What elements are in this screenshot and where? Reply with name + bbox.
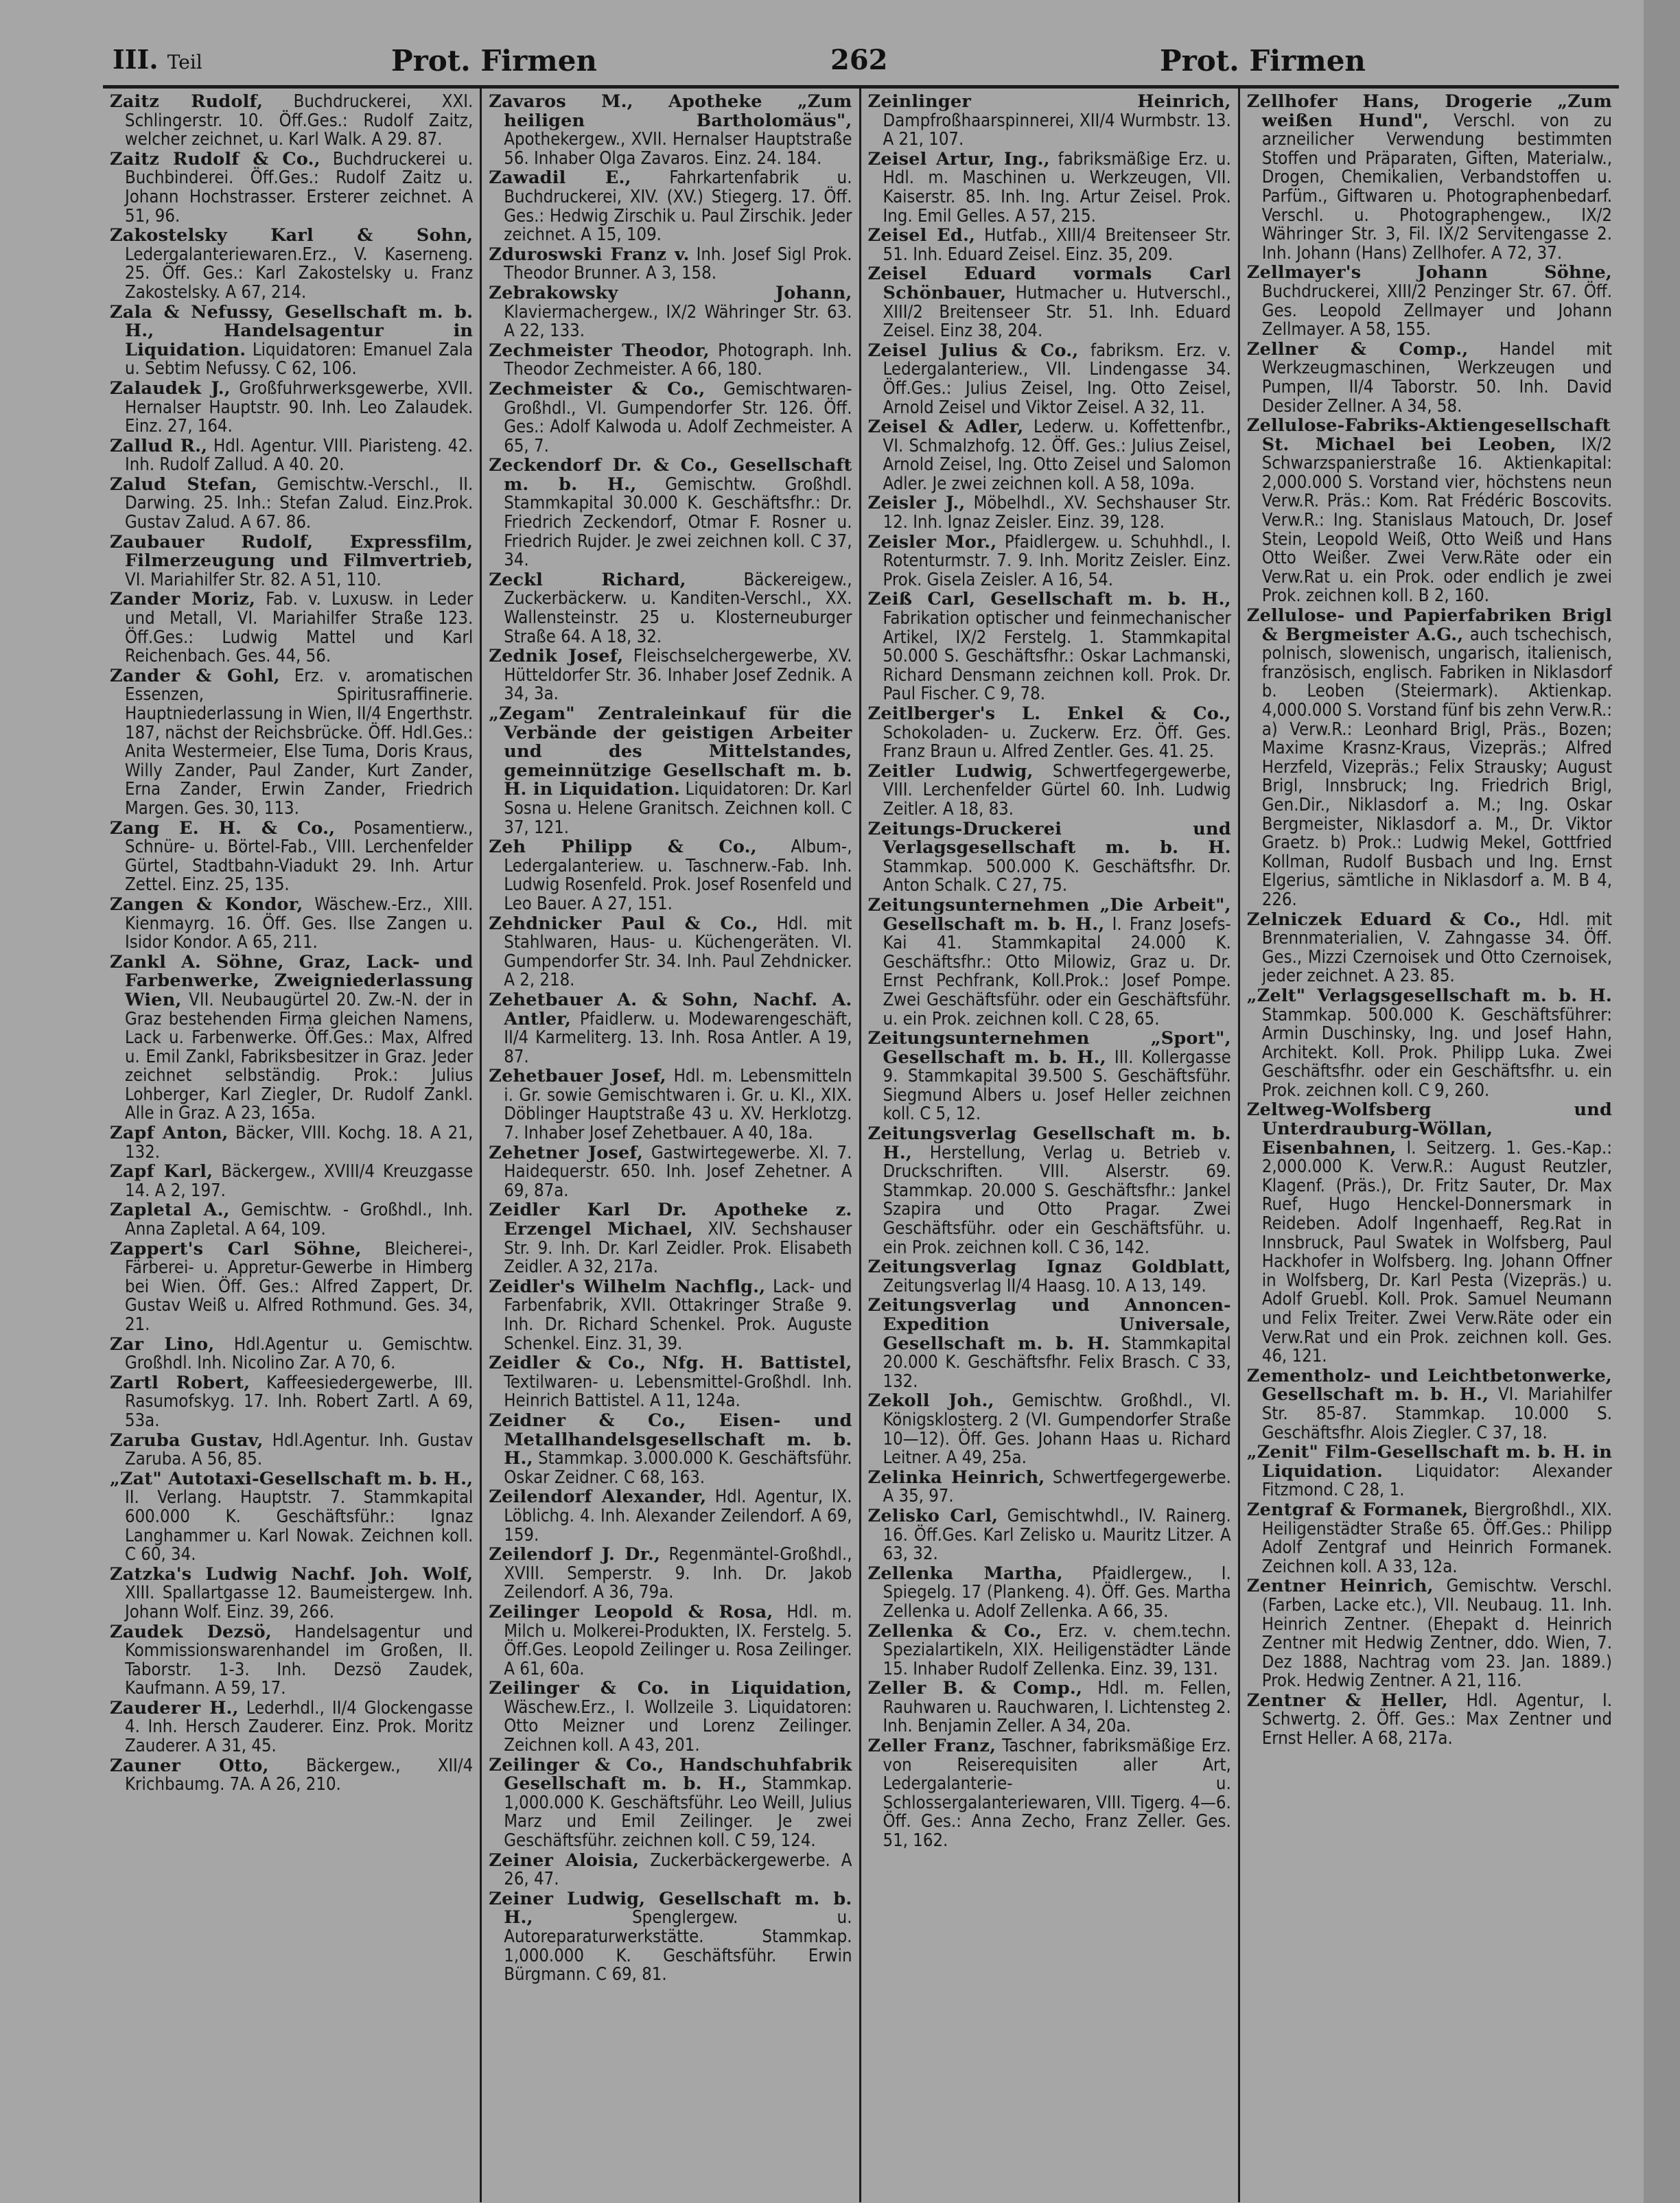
entry-details: Fab. v. Luxusw. in Leder und Metall, VI. Mariahilfer Straße 123. Öff.Ges.: Ludwig Mattel und Karl Reichenbach. Ges. 44, 56.: [125, 589, 474, 667]
directory-entry: [868, 896, 1231, 1029]
entry-details: Lederhdl., II/4 Glockengasse 4. Inh. Hersch Zauderer. Einz. Prok. Moritz Zauderer. A 31, 45.: [125, 1697, 474, 1757]
directory-entry: [110, 303, 473, 379]
section-number: III.: [113, 44, 159, 75]
directory-entry: [1247, 1443, 1612, 1500]
entry-details: Hdl. mit Stahlwaren, Haus- u. Küchengeräten. VI. Gumpendorfer Str. 34. Inh. Paul Zehdnicker. A 2, 218.: [504, 913, 852, 991]
entry-details: Hdl. Agentur, I. Schwertg. 2. Öff. Ges.: Max Zentner und Ernst Heller. A 68, 217a.: [1261, 1690, 1612, 1749]
directory-entry: [489, 1603, 852, 1679]
entry-firm-name: Zaubauer Rudolf, Expressfilm, Filmerzeugung und Filmvertrieb,: [110, 531, 474, 572]
entry-details: Hdl.Agentur. Inh. Gustav Zaruba. A 56, 85.: [125, 1430, 474, 1470]
entry-firm-name: Zeiner Aloisia,: [489, 1850, 640, 1871]
entry-details: Wäschew.-Erz., XIII. Kienmayrg. 16. Öff. Ges. Ilse Zangen u. Isidor Kondor. A 65, 211.: [125, 894, 474, 953]
columns: [103, 89, 1619, 2202]
directory-entry: [1247, 1692, 1612, 1749]
directory-entry: [489, 1201, 852, 1277]
entry-firm-name: Zechmeister Theodor,: [489, 340, 710, 361]
entry-firm-name: Zehetbauer Josef,: [489, 1066, 666, 1087]
entry-details: Stammkap. 1,000.000 K. Geschäftsführ. Leo Weill, Julius Marz und Emil Zeilinger. Je zwei Geschäftsführ. zeichnen koll. C 59, 124.: [504, 1773, 852, 1852]
directory-entry: [489, 169, 852, 244]
entry-firm-name: Zaruba Gustav,: [110, 1430, 264, 1451]
entry-firm-name: Zeidler & Co., Nfg. H. Battistel,: [489, 1353, 852, 1374]
entry-details: Hdl. m. Milch u. Molkerei-Produkten, IX. Ferstelg. 5. Öff.Ges. Leopold Zeilinger u. Rosa Zeilinger. A 61, 60a.: [504, 1601, 852, 1679]
entry-details: Hdl. Agentur. VIII. Piaristeng. 42. Inh. Rudolf Zallud. A 40. 20.: [125, 435, 474, 476]
entry-details: Apothekergew., XVII. Hernalser Hauptstraße 56. Inhaber Olga Zavaros. Einz. 24. 184.: [504, 129, 852, 169]
directory-entry: [489, 838, 852, 913]
directory-entry: [1247, 93, 1612, 263]
entry-details: Stammkap. 3.000.000 K. Geschäftsführ. Oskar Zeidner. C 68, 163.: [504, 1448, 852, 1488]
directory-entry: [1247, 340, 1612, 416]
entry-firm-name: Zar Lino,: [110, 1333, 215, 1355]
entry-firm-name: Zeiß Carl, Gesellschaft m. b. H.,: [867, 589, 1231, 610]
running-title-right: Prot. Firmen: [1160, 44, 1366, 78]
directory-entry: [489, 284, 852, 341]
entry-firm-name: Zeisel Julius & Co.,: [867, 340, 1079, 361]
entry-firm-name: Zangen & Kondor,: [110, 894, 303, 915]
entry-details: Textilwaren- u. Lebensmittel-Großhdl. Inh. Heinrich Battistel. A 11, 124a.: [504, 1371, 852, 1412]
directory-entry: [110, 437, 473, 475]
directory-entry: [489, 342, 852, 380]
entry-details: III. Kollergasse 9. Stammkapital 39.500 S. Geschäftsführ. Siegmund Albers u. Josef Heller zeichnen koll. C 5, 12.: [883, 1047, 1231, 1125]
page-number: 262: [830, 44, 888, 76]
directory-entry: [489, 571, 852, 646]
entry-firm-name: Zementholz- und Leichtbetonwerke, Gesellschaft m. b. H.,: [1246, 1365, 1612, 1406]
directory-entry: [868, 1029, 1231, 1124]
entry-details: Zeitungsverlag II/4 Haasg. 10. A 13, 149.: [883, 1275, 1206, 1296]
entry-firm-name: Zeitungs-Druckerei und Verlagsgesellschaft m. b. H.: [867, 818, 1231, 859]
entry-firm-name: Zduroswski Franz v.: [489, 244, 690, 265]
entry-details: Hdl. m. Fellen, Rauhwaren u. Rauchwaren, I. Lichtensteg 2. Inh. Benjamin Zeller. A 34, 20a.: [883, 1678, 1231, 1737]
entry-details: Herstellung, Verlag u. Betrieb v. Druckschriften. VIII. Alserstr. 69. Stammkap. 20.000 S. Geschäftsfhr.: Jankel Szapira und Otto Pragar. Zwei Geschäftsführ. oder ein Geschäftsführ. u. ein Prok. zeichnen koll. C 36, 142.: [883, 1142, 1231, 1258]
entry-details: Biergroßhdl., XIX. Heiligenstädter Straße 65. Öff.Ges.: Philipp Adolf Zentgraf und Heinrich Formanek. Zeichnen koll. A 33, 12a.: [1261, 1499, 1612, 1577]
directory-entry: [868, 1565, 1231, 1622]
directory-entry: [868, 226, 1231, 264]
directory-entry: [110, 93, 473, 150]
directory-entry: [110, 667, 473, 819]
entry-firm-name: Zeitlberger's L. Enkel & Co.,: [867, 703, 1231, 724]
directory-entry: [110, 476, 473, 533]
directory-entry: [110, 1374, 473, 1431]
entry-firm-name: Zeisel Eduard vormals Carl Schönbauer,: [867, 264, 1231, 303]
entry-firm-name: Zednik Josef,: [489, 646, 624, 667]
entry-details: Hutmacher u. Hutverschl., XIII/2 Breitenseer Str. 51. Inh. Eduard Zeisel. Einz 38, 204.: [883, 282, 1231, 342]
entry-details: VI. Mariahilfer Str. 85-87. Stammkap. 10.000 S. Geschäftsfhr. Alois Ziegler. C 37, 18.: [1261, 1384, 1612, 1443]
directory-entry: [489, 1679, 852, 1755]
directory-entry: [489, 456, 852, 570]
directory-entry: [868, 93, 1231, 150]
entry-firm-name: Zakostelsky Karl & Sohn,: [110, 225, 474, 246]
directory-entry: [1247, 1101, 1612, 1366]
entry-details: auch tschechisch, polnisch, slowenisch, ungarisch, italienisch, französisch, englisch. Fabriken in Niklasdorf b. Leoben (Steiermark). Aktienkap. 4,000.000 S. Vorstand fünf bis zehn Verw.R.: a) Verw.R.: Leonhard Brigl, Präs., Bozen; Maxime Krasnz-Kraus, Vizepräs.; Alfred Herzfeld, Vizepräs.; Felix Strausky; August Brigl, Innsbruck; Ing. Friedrich Brigl, Gen.Dir., Niklasdorf a. M.; Ing. Oskar Bergmeister, Niklasdorf a. M., Dr. Viktor Graetz. b) Prok.: Ludwig Mekel, Gottfried Kollman, Rudolf Busbach und Ing. Ernst Elgerius, sämtliche in Niklasdorf a. M. B 4, 226.: [1261, 624, 1612, 910]
entry-firm-name: Zalud Stefan,: [110, 474, 258, 495]
directory-entry: [1247, 1501, 1612, 1576]
directory-entry: [1247, 1367, 1612, 1443]
entry-details: fabriksmäßige Erz. u. Hdl. m. Maschinen u. Werkzeugen, VII. Kaiserstr. 85. Inh. Ing. Artur Zeisel. Prok. Ing. Emil Gelles. A 57, 215.: [883, 148, 1231, 226]
entry-firm-name: Zeisler Mor.,: [867, 531, 997, 552]
directory-entry: [868, 1679, 1231, 1736]
entry-details: Fleischselchergewerbe, XV. Hütteldorfer Str. 36. Inhaber Josef Zednik. A 34, 3a.: [504, 646, 852, 705]
entry-firm-name: Zehetner Josef,: [489, 1142, 644, 1163]
entry-details: I. Franz Josefs-Kai 41. Stammkapital 24.000 K. Geschäftsfhr.: Otto Milowiz, Graz u. Dr. Ernst Pechfrank, Koll.Prok.: Josef Pompe. Zwei Geschäftsführ. oder ein Geschäftsführ. u. ein Prok. zeichnen koll. C 28, 65.: [883, 913, 1231, 1029]
entry-firm-name: Zehdnicker Paul & Co.,: [489, 913, 758, 934]
directory-entry: [110, 1757, 473, 1795]
entry-firm-name: Zartl Robert,: [110, 1372, 250, 1393]
directory-entry: [110, 953, 473, 1123]
entry-details: I. Seitzerg. 1. Ges.-Kap.: 2,000.000 K. Verw.R.: August Reutzler, Klagenf. (Präs.), Dr. Fritz Sauter, Dr. Max Ruef, Hugo Henckel-Donnersmark in Reideben. Adolf Ingenhaeff, Reg.Rat in Innsbruck, Paul Swatek in Wolfsberg, Paul Hackhofer in Wolfsberg. Ing. Johann Offner in Wolfsberg, Dr. Karl Pesta (Vizepräs.) u. Adolf Gruebl. Koll. Prok. Samuel Neumann und Felix Treiter. Zwei Verw.Räte oder ein Verw.Rat und ein Prok. zeichnen koll. Ges. 46, 121.: [1261, 1137, 1612, 1367]
entry-firm-name: Zellulose- und Papierfabriken Brigl & Bergmeister A.G.,: [1246, 605, 1612, 645]
directory-entry: [868, 1622, 1231, 1679]
entry-details: Gemischtwaren-Großhdl., VI. Gumpendorfer Str. 126. Öff. Ges.: Adolf Kalwoda u. Adolf Zechmeister. A 65, 7.: [504, 378, 852, 456]
entry-details: Liquidatoren: Emanuel Zala u. Sebtim Nefussy. C 62, 106.: [125, 339, 474, 380]
entry-details: Verschl. von zu arzneilicher Verwendung bestimmten Stoffen und Präparaten, Giften, Materialw., Drogen, Chemikalien, Verbandstoffen u. Parfüm., Giftwaren u. Photographenbedarf. Verschl. u. Photographengew., IX/2 Währinger Str. 3, Fil. IX/2 Servitengasse 2. Inh. Johann (Hans) Zellhofer. A 72, 37.: [1261, 110, 1612, 264]
entry-firm-name: Zeisel Ed.,: [867, 225, 976, 246]
entry-details: Erz. v. chem.techn. Spezialartikeln, XIX. Heiligenstädter Lände 15. Inhaber Rudolf Zellenka. Einz. 39, 131.: [883, 1620, 1231, 1679]
entry-firm-name: „Zenit" Film-Gesellschaft m. b. H. in Liquidation.: [1246, 1442, 1612, 1482]
entry-details: Bäckergew., XVIII/4 Kreuzgasse 14. A 2, 197.: [125, 1161, 474, 1201]
entry-details: Taschner, fabriksmäßige Erz. von Reiserequisiten aller Art, Ledergalanterie- u. Schlossergalanteriewaren, VIII. Tigerg. 4—6. Öff. Ges.: Anna Zecho, Franz Zeller. Ges. 51, 162.: [883, 1736, 1231, 1852]
directory-entry: [868, 820, 1231, 896]
entry-firm-name: Zeidler's Wilhelm Nachflg.,: [489, 1276, 766, 1297]
entry-firm-name: „Zat" Autotaxi-Gesellschaft m. b. H.,: [110, 1468, 474, 1489]
entry-firm-name: Zander Moriz,: [110, 589, 256, 610]
directory-entry: [868, 150, 1231, 226]
directory-entry: [110, 226, 473, 302]
entry-details: Handel mit Werkzeugmaschinen, Werkzeugen und Pumpen, II/4 Taborstr. 50. Inh. David Desider Zellner. A 34, 58.: [1261, 338, 1613, 417]
directory-entry: [110, 533, 473, 590]
entry-details: Hutfab., XIII/4 Breitenseer Str. 51. Inh. Eduard Zeisel. Einz. 35, 209.: [883, 225, 1231, 265]
entry-details: Buchdruckerei u. Buchbinderei. Öff.Ges.: Rudolf Zaitz u. Johann Hochstrasser. Ersterer zeichnet. A 51, 96.: [125, 148, 474, 226]
entry-details: Gastwirtegewerbe. XI. 7. Haidequerstr. 650. Inh. Josef Zehetner. A 69, 87a.: [504, 1142, 852, 1201]
entry-firm-name: Zankl A. Söhne, Graz, Lack- und Farbenwerke, Zweigniederlassung Wien,: [110, 951, 474, 1010]
entry-firm-name: Zappert's Carl Söhne,: [110, 1238, 362, 1259]
entry-details: Bleicherei-, Färberei- u. Appretur-Gewerbe in Himberg bei Wien. Öff. Ges.: Alfred Zappert, Dr. Gustav Weiß u. Alfred Rothmund. Ges. 34, 21.: [125, 1238, 474, 1335]
entry-firm-name: Zeller B. & Comp.,: [867, 1678, 1083, 1699]
entry-firm-name: Zeller Franz,: [867, 1736, 996, 1757]
section-label: [113, 44, 202, 75]
directory-entry: [868, 762, 1231, 819]
directory-entry: [489, 1890, 852, 1985]
column-2: [482, 89, 861, 2202]
entry-details: Regenmäntel-Großhdl., XVIII. Semperstr. 9. Inh. Dr. Jakob Zeilendorf. A 36, 79a.: [504, 1544, 852, 1603]
entry-details: Gemischtw. Großhdl., VI. Königsklosterg. 2 (VI. Gumpendorfer Straße 10—12). Öff. Ges. Johann Haas u. Richard Leitner. A 49, 25a.: [883, 1390, 1231, 1469]
entry-firm-name: Zentner & Heller,: [1246, 1690, 1448, 1711]
entry-firm-name: Zeckendorf Dr. & Co., Gesellschaft m. b. H.,: [489, 455, 852, 495]
entry-details: Liquidator: Alexander Fitzmond. C 28, 1.: [1261, 1460, 1612, 1501]
entry-firm-name: Zaudek Dezsö,: [110, 1621, 272, 1642]
entry-details: Handelsagentur und Kommissionswarenhandel im Großen, II. Taborstr. 1-3. Inh. Dezsö Zaudek, Kaufmann. A 59, 17.: [125, 1621, 474, 1699]
entry-details: Buchdruckerei, XIII/2 Penzinger Str. 67. Öff. Ges. Leopold Zellmayer und Johann Zellmayer. A 58, 155.: [1261, 281, 1612, 340]
directory-entry: [868, 590, 1231, 704]
entry-firm-name: Zellmayer's Johann Söhne,: [1246, 262, 1612, 283]
entry-firm-name: Zeitungsverlag Ignaz Goldblatt,: [867, 1257, 1231, 1278]
entry-firm-name: Zekoll Joh.,: [867, 1390, 994, 1412]
entry-firm-name: Zeitungsunternehmen „Sport", Gesellschaft m. b. H.,: [867, 1028, 1231, 1068]
entry-details: IX/2 Schwarzspanierstraße 16. Aktienkapital: 2,000.000 S. Vorstand vier, höchstens neun Verw.R. Präs.: Kom. Rat Frédéric Boscovits. Verw.R.: Ing. Stanislaus Matouch, Dr. Josef Stein, Leopold Weiß, Otto Weiß und Hans Otto Weißer. Zwei Verw.Räte oder ein Verw.Rat u. ein Prok. oder endlich je zwei Prok. zeichnen koll. B 2, 160.: [1261, 434, 1612, 607]
entry-firm-name: Zala & Nefussy, Gesellschaft m. b. H., Handelsagentur in Liquidation.: [110, 301, 474, 360]
directory-entry: [489, 1412, 852, 1487]
directory-entry: [489, 915, 852, 990]
entry-details: VII. Neubaugürtel 20. Zw.-N. der in Graz bestehenden Firma gleichen Namens, Lack u. Farbenwerke. Öff.Ges.: Max, Alfred u. Emil Zankl, Fabriksbesitzer in Graz. Jeder zeichnet selbständig. Prok.: Julius Lohberger, Karl Ziegler, Dr. Rudolf Zankl. Alle in Graz. A 23, 165a.: [125, 989, 474, 1124]
entry-details: Gemischtwhdl., IV. Rainerg. 16. Öff.Ges. Karl Zelisko u. Mauritz Litzer. A 63, 32.: [883, 1505, 1231, 1565]
entry-details: Schwertfegergewerbe, VIII. Lerchenfelder Gürtel 60. Inh. Ludwig Zeitler. A 18, 83.: [883, 760, 1231, 819]
directory-entry: [868, 342, 1231, 417]
directory-entry: [489, 647, 852, 704]
entry-details: Hdl. mit Brennmaterialien, V. Zahngasse 34. Öff. Ges., Mizzi Czernoisek und Otto Czernoisek, jeder zeichnet. A 23. 85.: [1261, 909, 1612, 987]
entry-firm-name: Zeitungsverlag und Annoncen-Expedition Universale, Gesellschaft m. b. H.: [867, 1295, 1231, 1354]
directory-entry: [489, 246, 852, 283]
entry-firm-name: Zentner Heinrich,: [1246, 1576, 1434, 1597]
directory-entry: [489, 1354, 852, 1411]
entry-firm-name: Zeisel Artur, Ing.,: [867, 148, 1050, 170]
entry-firm-name: Zeisler J.,: [867, 493, 966, 514]
entry-firm-name: Zander & Gohl,: [110, 665, 280, 686]
directory-entry: [868, 265, 1231, 340]
directory-entry: [868, 1125, 1231, 1257]
entry-details: Stammkap. 500.000 K. Geschäftsfhr. Dr. Anton Schalk. C 27, 75.: [883, 856, 1231, 896]
entry-firm-name: Zeidner & Co., Eisen- und Metallhandelsgesellschaft m. b. H.,: [489, 1410, 852, 1469]
entry-firm-name: Zeitungsverlag Gesellschaft m. b. H.,: [867, 1123, 1231, 1163]
directory-entry: [110, 1565, 473, 1622]
directory-entry: [489, 1278, 852, 1353]
entry-details: Album-, Ledergalanteriew. u. Taschnerw.-Fab. Inh. Ludwig Rosenfeld. Prok. Josef Rosenfeld und Leo Bauer. A 27, 151.: [504, 837, 852, 914]
entry-firm-name: Zawadil E.,: [489, 167, 631, 189]
directory-entry: [868, 1469, 1231, 1506]
directory-entry: [110, 1240, 473, 1335]
entry-details: Stammkap. 500.000 K. Geschäftsführer: Armin Duschinsky, Ing. und Josef Hahn, Architekt. Koll. Prok. Philipp Luka. Zwei Geschäftsfhr. oder ein Geschäftsfhr. u. ein Prok. zeichnen koll. C 9, 260.: [1261, 1004, 1612, 1101]
entry-details: Pfaidlerw. u. Modewarengeschäft, II/4 Karmeliterg. 13. Inh. Rosa Antler. A 19, 87.: [504, 1008, 852, 1067]
entry-firm-name: Zentgraf & Formanek,: [1246, 1499, 1469, 1520]
entry-details: Inh. Josef Sigl Prok. Theodor Brunner. A 3, 158.: [504, 244, 852, 284]
directory-entry: [868, 418, 1231, 493]
directory-entry: [110, 377, 474, 437]
entry-firm-name: Zang E. H. & Co.,: [110, 817, 336, 839]
entry-details: Stammkapital 20.000 K. Geschäftsfhr. Felix Brasch. C 33, 132.: [883, 1333, 1231, 1392]
directory-entry: [110, 1163, 473, 1200]
entry-details: Großfuhrwerksgewerbe, XVII. Hernalser Hauptstr. 90. Inh. Leo Zalaudek. Einz. 27, 164.: [125, 377, 474, 437]
directory-entry: [489, 1546, 852, 1602]
entry-details: Schokoladen- u. Zuckerw. Erz. Öff. Ges. Franz Braun u. Alfred Zentler. Ges. 41. 25.: [883, 722, 1231, 762]
directory-entry: [110, 1201, 473, 1239]
directory-entry: [110, 1432, 473, 1469]
entry-firm-name: Zaitz Rudolf,: [110, 91, 264, 112]
entry-firm-name: Zapletal A.,: [110, 1200, 230, 1221]
column-1: [103, 89, 482, 2202]
directory-entry: [489, 991, 852, 1066]
entry-firm-name: Zellenka Martha,: [867, 1563, 1063, 1584]
directory-entry: [489, 1756, 852, 1851]
entry-details: Klaviermachergew., IX/2 Währinger Str. 63. A 22, 133.: [504, 301, 852, 342]
directory-entry: [868, 1737, 1231, 1851]
entry-details: Zuckerbäckergewerbe. A 26, 47.: [504, 1850, 852, 1890]
directory-entry: [110, 150, 473, 226]
directory-entry: [868, 1296, 1231, 1391]
entry-firm-name: Zauner Otto,: [110, 1755, 269, 1776]
entry-details: Photograph. Inh. Theodor Zechmeister. A 66, 180.: [504, 340, 852, 380]
entry-details: Pfaidlergew. u. Schuhhdl., I. Rotenturmstr. 7. 9. Inh. Moritz Zeisler. Einz. Prok. Gisela Zeisler. A 16, 54.: [883, 531, 1231, 590]
directory-entry: [489, 380, 852, 456]
entry-details: Bäcker, VIII. Kochg. 18. A 21, 132.: [125, 1123, 474, 1163]
directory-entry: [1247, 1577, 1612, 1691]
entry-firm-name: Zellenka & Co.,: [867, 1620, 1042, 1642]
entry-firm-name: Zavaros M., Apotheke „Zum heiligen Bartholomäus",: [489, 91, 852, 131]
entry-details: Gemischtw. - Großhdl., Inh. Anna Zapletal. A 64, 109.: [125, 1200, 474, 1240]
entry-firm-name: Zelniczek Eduard & Co.,: [1246, 909, 1522, 930]
entry-firm-name: Zeilinger & Co. in Liquidation,: [489, 1678, 852, 1699]
directory-entry: [868, 1507, 1231, 1564]
entry-details: Ledergalanteriewaren.Erz., V. Kaserneng. 25. Öff. Ges.: Karl Zakostelsky u. Franz Zakostelsky. A 67, 214.: [125, 244, 474, 303]
page-header: [103, 41, 1619, 89]
entry-details: Posamentierw., Schnüre- u. Börtel-Fab., VIII. Lerchenfelder Gürtel, Stadtbahn-Viadukt 29. Inh. Artur Zettel. Einz. 25, 135.: [125, 817, 474, 896]
entry-firm-name: Zalaudek J.,: [110, 377, 231, 399]
entry-details: Kaffeesiedergewerbe, III. Rasumofskyg. 17. Inh. Robert Zartl. A 69, 53a.: [125, 1372, 474, 1431]
directory-entry: [1247, 911, 1612, 986]
entry-firm-name: Zeiner Ludwig, Gesellschaft m. b. H.,: [489, 1888, 852, 1928]
entry-details: Bäckereigew., Zuckerbäckerw. u. Kanditen-Verschl., XX. Wallensteinstr. 25 u. Klosterneuburger Straße 64. A 18, 32.: [504, 569, 852, 647]
entry-firm-name: Zeinlinger Heinrich,: [867, 91, 1231, 112]
directory-entry: [110, 896, 473, 953]
directory-entry: [868, 533, 1231, 590]
entry-details: Hdl.Agentur u. Gemischtw. Großhdl. Inh. Nicolino Zar. A 70, 6.: [125, 1333, 474, 1374]
entry-firm-name: Zatzka's Ludwig Nachf. Joh. Wolf,: [110, 1563, 474, 1585]
directory-entry: [489, 1488, 852, 1545]
entry-details: Gemischtw.-Verschl., II. Darwing. 25. Inh.: Stefan Zalud. Einz.Prok. Gustav Zalud. A 67. 86.: [125, 474, 474, 533]
entry-details: Erz. v. aromatischen Essenzen, Spiritusraffinerie. Hauptniederlassung in Wien, II/4 Engerthstr. 187, nächst der Reichsbrücke. Öff. Hdl.Ges.: Anita Westermeier, Else Tuma, Doris Kraus, Willy Zander, Paul Zander, Kurt Zander, Erna Zander, Erwin Zander, Friedrich Margen. Ges. 30, 113.: [125, 665, 474, 819]
entry-details: fabriksm. Erz. v. Ledergalanteriew., VII. Lindengasse 34. Öff.Ges.: Julius Zeisel, Ing. Otto Zeisel, Arnold Zeisel und Viktor Zeisel. A 32, 11.: [883, 340, 1231, 418]
entry-details: Gemischtw. Verschl. (Farben, Lacke etc.), VII. Neubaug. 11. Inh. Heinrich Zentner. (Ehepakt d. Heinrich Zentner mit Hedwig Zentner, ddo. Wien, 7. Dez 1888, Nachtrag vom 23. Jan. 1889.) Prok. Hedwig Zentner. A 21, 116.: [1261, 1576, 1612, 1692]
directory-entry: [1247, 264, 1612, 339]
running-title-left: Prot. Firmen: [391, 44, 597, 78]
directory-entry: [489, 1144, 852, 1201]
entry-details: Lack- und Farbenfabrik, XVII. Ottakringer Straße 9. Inh. Dr. Richard Schenkel. Prok. Auguste Schenkel. Einz. 31, 39.: [504, 1276, 852, 1354]
entry-firm-name: „Zelt" Verlagsgesellschaft m. b. H.: [1246, 985, 1612, 1006]
directory-entry: [489, 93, 852, 168]
entry-firm-name: Zelinka Heinrich,: [867, 1467, 1045, 1488]
entry-firm-name: Zeckl Richard,: [489, 569, 686, 590]
entry-firm-name: Zeisel & Adler,: [867, 417, 1024, 438]
entry-details: Gemischtw. Großhdl. Stammkapital 30.000 K. Geschäftsfhr.: Dr. Friedrich Zeckendorf, Otmar F. Rosner u. Friedrich Rujder. Je zwei zeichnen koll. C 37, 34.: [504, 474, 852, 571]
section-part: Teil: [167, 51, 202, 73]
entry-details: XIII. Spallartgasse 12. Baumeistergew. Inh. Johann Wolf. Einz. 39, 266.: [125, 1583, 474, 1622]
entry-firm-name: Zeilendorf J. Dr.,: [489, 1544, 661, 1565]
entry-details: Schwertfegergewerbe. A 35, 97.: [883, 1467, 1231, 1507]
entry-firm-name: Zapf Karl,: [110, 1161, 213, 1182]
directory-entry: [110, 1470, 473, 1565]
directory-entry: [489, 1852, 852, 1889]
entry-firm-name: Zellhofer Hans, Drogerie „Zum weißen Hund",: [1246, 91, 1612, 131]
directory-entry: [489, 1067, 852, 1143]
entry-firm-name: Zeitler Ludwig,: [867, 760, 1034, 782]
entry-details: Spenglergew. u. Autoreparaturwerkstätte. Stammkap. 1,000.000 K. Geschäftsführ. Erwin Bürgmann. C 69, 81.: [504, 1907, 852, 1985]
entry-firm-name: Zeilinger Leopold & Rosa,: [489, 1601, 773, 1622]
entry-details: Möbelhdl., XV. Sechshauser Str. 12. Inh. Ignaz Zeisler. Einz. 39, 128.: [883, 493, 1231, 533]
entry-firm-name: Zapf Anton,: [110, 1123, 229, 1144]
entry-details: Dampfroßhaarspinnerei, XII/4 Wurmbstr. 13. A 21, 107.: [883, 110, 1231, 150]
entry-firm-name: Zeh Philipp & Co.,: [489, 837, 757, 858]
column-3: [861, 89, 1240, 2202]
entry-details: VI. Mariahilfer Str. 82. A 51, 110.: [125, 569, 382, 590]
directory-entry: [868, 494, 1231, 532]
entry-firm-name: Zallud R.,: [110, 435, 208, 456]
entry-details: Fabrikation optischer und feinmechanischer Artikel, IX/2 Ferstelg. 1. Stammkapital 50.000 S. Geschäftsfhr.: Oskar Lachmanski, Richard Densmann zeichnen koll. Prok. Dr. Paul Fischer. C 9, 78.: [883, 608, 1231, 705]
directory-entry: [489, 705, 852, 837]
entry-details: Pfaidlergew., I. Spiegelg. 17 (Plankeng. 4). Öff. Ges. Martha Zellenka u. Adolf Zellenka. A 66, 35.: [883, 1563, 1231, 1622]
entry-details: XIV. Sechshauser Str. 9. Inh. Dr. Karl Zeidler. Prok. Elisabeth Zeidler. A 32, 217a.: [504, 1219, 852, 1278]
entry-firm-name: Zauderer H.,: [110, 1697, 239, 1718]
entry-details: Fahrkartenfabrik u. Buchdruckerei, XIV. (XV.) Stiegerg. 17. Öff. Ges.: Hedwig Zirschik u. Paul Zirschik. Jeder zeichnet. A 15, 109.: [504, 167, 852, 246]
entry-firm-name: Zebrakowsky Johann,: [489, 282, 852, 303]
directory-entry: [110, 1333, 474, 1374]
entry-details: Lederw. u. Koffettenfbr., VI. Schmalzhofg. 12. Öff. Ges.: Julius Zeisel, Arnold Zeisel, Ing. Otto Zeisel und Salomon Adler. Je zwei zeichnen koll. A 58, 109a.: [883, 417, 1231, 494]
entry-firm-name: Zellulose-Fabriks-Aktiengesellschaft St. Michael bei Leoben,: [1246, 415, 1611, 455]
entry-details: Hdl. Agentur, IX. Löblichg. 4. Inh. Alexander Zeilendorf. A 69, 159.: [504, 1487, 852, 1546]
directory-entry: [110, 1623, 473, 1699]
entry-details: Buchdruckerei, XXI. Schlingerstr. 10. Öff.Ges.: Rudolf Zaitz, welcher zeichnet, u. Karl Walk. A 29. 87.: [125, 91, 474, 150]
directory-entry: [868, 1392, 1231, 1467]
entry-firm-name: Zehetbauer A. & Sohn, Nachf. A. Antler,: [489, 989, 852, 1029]
entry-firm-name: Zelisko Carl,: [867, 1505, 999, 1526]
entry-firm-name: Zellner & Comp.,: [1246, 338, 1469, 360]
directory-entry: [1247, 987, 1612, 1101]
entry-details: II. Verlang. Hauptstr. 7. Stammkapital 600.000 K. Geschäftsführ.: Ignaz Langhammer u. Karl Nowak. Zeichnen koll. C 60, 34.: [125, 1487, 474, 1565]
directory-entry: [110, 819, 473, 895]
entry-details: Liquidatoren: Dr. Karl Sosna u. Helene Granitsch. Zeichnen koll. C 37, 121.: [504, 779, 852, 838]
entry-firm-name: Zeilinger & Co., Handschuhfabrik Gesellschaft m. b. H.,: [489, 1754, 852, 1795]
directory-entry: [1247, 607, 1612, 910]
entry-firm-name: Zeitungsunternehmen „Die Arbeit", Gesellschaft m. b. H.,: [867, 894, 1231, 935]
entry-details: Hdl. m. Lebensmitteln i. Gr. sowie Gemischtwaren i. Gr. u. Kl., XIX. Döblinger Hauptstraße 43 u. XV. Herklotzg. 7. Inhaber Josef Zehetbauer. A 40, 18a.: [504, 1066, 852, 1144]
entry-details: Bäckergew., XII/4 Krichbaumg. 7A. A 26, 210.: [125, 1755, 474, 1795]
directory-entry: [110, 1124, 473, 1162]
entry-firm-name: Zechmeister & Co.,: [489, 378, 705, 399]
directory-entry: [868, 1258, 1231, 1296]
entry-firm-name: Zeltweg-Wolfsberg und Unterdrauburg-Wöllan, Eisenbahnen,: [1246, 1099, 1612, 1158]
entry-firm-name: Zeidler Karl Dr. Apotheke z. Erzengel Michael,: [489, 1200, 852, 1240]
column-4: [1240, 89, 1619, 2202]
entry-firm-name: Zeilendorf Alexander,: [489, 1487, 707, 1508]
directory-entry: [110, 590, 473, 666]
directory-entry: [1247, 417, 1612, 606]
directory-entry: [110, 1699, 473, 1756]
entry-firm-name: „Zegam" Zentraleinkauf für die Verbände der geistigen Arbeiter und des Mittelstandes, gemeinnützige Gesellschaft m. b. H. in Liquidation.: [489, 703, 852, 800]
directory-entry: [868, 705, 1231, 762]
entry-details: Wäschew.Erz., I. Wollzeile 3. Liquidatoren: Otto Meizner und Lorenz Zeilinger. Zeichnen koll. A 43, 201.: [504, 1697, 852, 1756]
entry-firm-name: Zaitz Rudolf & Co.,: [110, 148, 320, 170]
